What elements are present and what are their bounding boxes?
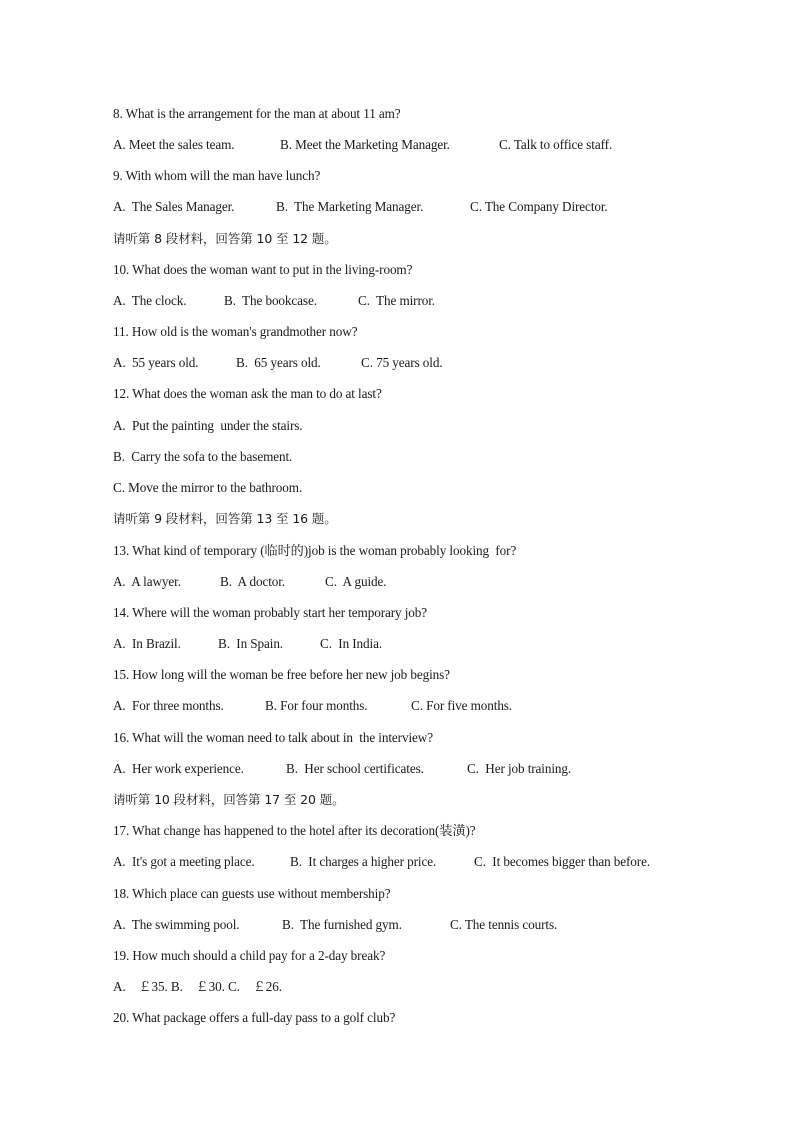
- answer-option: A. A lawyer.: [113, 574, 181, 589]
- answer-option: C. It becomes bigger than before.: [474, 854, 651, 869]
- section-instruction: 请听第 10 段材料，回答第 17 至 20 题。: [113, 792, 345, 807]
- question-text: 14. Where will the woman probably start her temporary job?: [113, 605, 428, 620]
- answer-options: [0, 574, 794, 590]
- answer-option: B. A doctor.: [220, 574, 286, 589]
- answer-option: C. In India.: [320, 636, 383, 651]
- answer-option: C. Her job training.: [467, 761, 572, 776]
- answer-option: B. Her school certificates.: [286, 761, 424, 776]
- answer-option: B. The furnished gym.: [282, 917, 402, 932]
- answer-option: B. The Marketing Manager.: [276, 199, 424, 214]
- answer-options: [0, 761, 794, 777]
- question-text: 18. Which place can guests use without membership?: [113, 886, 391, 901]
- answer-option: A. The swimming pool.: [113, 917, 240, 932]
- answer-option: A. The Sales Manager.: [113, 199, 235, 214]
- question-text: 16. What will the woman need to talk about in the interview?: [113, 730, 433, 745]
- question-text: A. ￡35. B. ￡30. C. ￡26.: [113, 979, 282, 994]
- answer-options: [0, 917, 794, 933]
- answer-option: B. 65 years old.: [236, 355, 321, 370]
- question-text: 19. How much should a child pay for a 2-day break?: [113, 948, 386, 963]
- answer-option: C. Talk to office staff.: [499, 137, 613, 152]
- question-text: A. Put the painting under the stairs.: [113, 418, 303, 433]
- answer-option: C. The Company Director.: [470, 199, 608, 214]
- answer-option: C. The tennis courts.: [450, 917, 558, 932]
- answer-options: [0, 137, 794, 153]
- answer-option: C. 75 years old.: [361, 355, 443, 370]
- answer-options: [0, 355, 794, 371]
- question-text: 9. With whom will the man have lunch?: [113, 168, 321, 183]
- question-text: 20. What package offers a full-day pass to a golf club?: [113, 1010, 396, 1025]
- question-text: 15. How long will the woman be free before her new job begins?: [113, 667, 450, 682]
- answer-option: A. Meet the sales team.: [113, 137, 235, 152]
- answer-option: C. A guide.: [325, 574, 387, 589]
- answer-options: [0, 698, 794, 714]
- answer-options: [0, 854, 794, 870]
- question-text: 17. What change has happened to the hotel after its decoration(装潢)?: [113, 823, 476, 838]
- answer-option: B. Meet the Marketing Manager.: [280, 137, 450, 152]
- answer-option: A. 55 years old.: [113, 355, 199, 370]
- answer-option: B. In Spain.: [218, 636, 284, 651]
- question-text: 8. What is the arrangement for the man at about 11 am?: [113, 106, 401, 121]
- answer-option: A. In Brazil.: [113, 636, 181, 651]
- question-text: 13. What kind of temporary (临时的)job is the woman probably looking for?: [113, 543, 517, 558]
- question-text: 10. What does the woman want to put in the living-room?: [113, 262, 413, 277]
- answer-option: C. For five months.: [411, 698, 513, 713]
- question-text: B. Carry the sofa to the basement.: [113, 449, 293, 464]
- answer-option: B. It charges a higher price.: [290, 854, 437, 869]
- question-text: 12. What does the woman ask the man to do at last?: [113, 386, 382, 401]
- answer-option: A. Her work experience.: [113, 761, 244, 776]
- answer-option: B. For four months.: [265, 698, 368, 713]
- answer-option: A. The clock.: [113, 293, 187, 308]
- question-text: C. Move the mirror to the bathroom.: [113, 480, 303, 495]
- answer-option: A. For three months.: [113, 698, 224, 713]
- section-instruction: 请听第 9 段材料，回答第 13 至 16 题。: [113, 511, 337, 526]
- answer-option: B. The bookcase.: [224, 293, 317, 308]
- answer-options: [0, 199, 794, 215]
- answer-options: [0, 293, 794, 309]
- answer-option: C. The mirror.: [358, 293, 436, 308]
- answer-options: [0, 636, 794, 652]
- answer-option: A. It's got a meeting place.: [113, 854, 255, 869]
- section-instruction: 请听第 8 段材料，回答第 10 至 12 题。: [113, 231, 337, 246]
- question-text: 11. How old is the woman's grandmother now?: [113, 324, 358, 339]
